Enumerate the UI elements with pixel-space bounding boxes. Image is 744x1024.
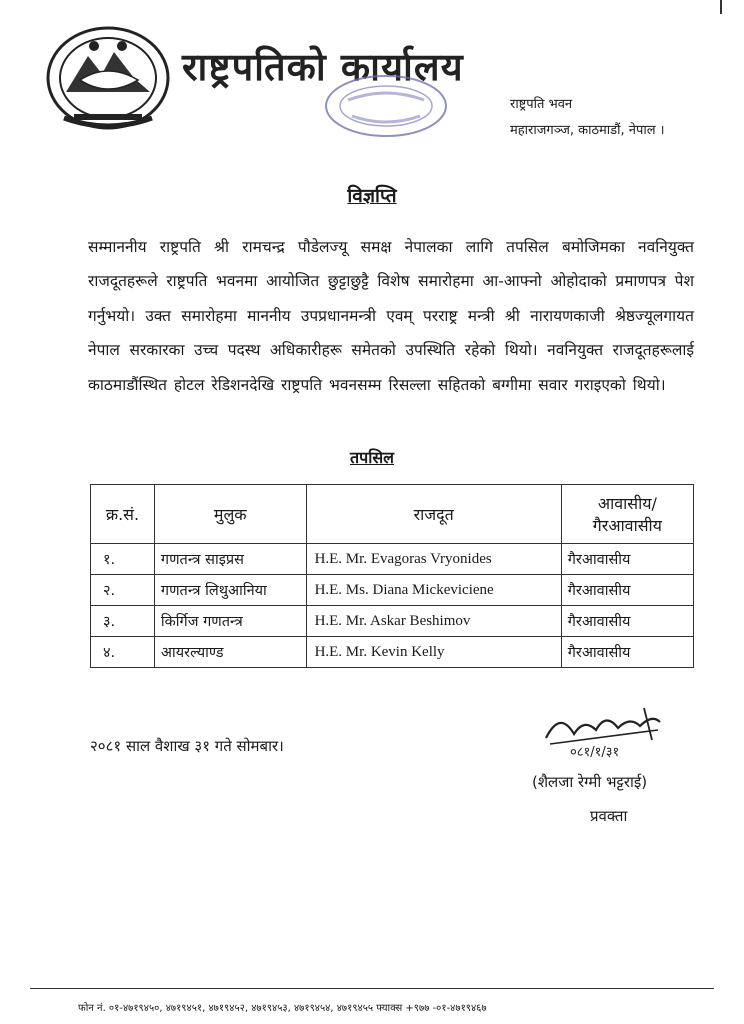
address-line-1: राष्ट्रपति भवन — [510, 97, 573, 112]
nepal-emblem-icon — [44, 22, 172, 134]
table-row — [91, 637, 694, 668]
row-country: गणतन्त्र लिथुआनिया — [154, 575, 306, 606]
ambassador-table — [90, 484, 694, 668]
table-header-row — [91, 485, 694, 544]
header-residency: आवासीय/ गैरआवासीय — [561, 485, 693, 544]
row-residency: गैरआवासीय — [561, 575, 693, 606]
notice-title: विज्ञप्ति — [347, 185, 397, 207]
row-serial: १. — [91, 544, 155, 575]
row-serial: ३. — [91, 606, 155, 637]
row-ambassador: H.E. Mr. Askar Beshimov — [306, 606, 561, 637]
signer-name: (शैलजा रेग्मी भट्टराई) — [532, 773, 648, 791]
table-row — [91, 606, 694, 637]
notice-date: २०८१ साल वैशाख ३१ गते सोमबार। — [90, 737, 284, 755]
row-serial: ४. — [91, 637, 155, 668]
header-serial: क्र.सं. — [91, 485, 155, 544]
row-residency: गैरआवासीय — [561, 544, 693, 575]
footer-contact: फोन नं. ०१-४७१९४५०, ४७१९४५१, ४७१९४५२, ४७१९४५३, ४७१९४५४, ४७१९४५५ फ्याक्स +९७७ -०१-४७१९४६७ — [78, 1003, 487, 1014]
table-row — [91, 544, 694, 575]
signature-icon — [540, 700, 670, 760]
row-country: गणतन्त्र साइप्रस — [154, 544, 306, 575]
row-residency: गैरआवासीय — [561, 606, 693, 637]
page-corner-mark — [720, 0, 736, 14]
schedule-title: तपसिल — [349, 448, 395, 467]
address-line-2: महाराजगञ्ज, काठमाडौं, नेपाल । — [510, 123, 665, 138]
signature-date: ०८१/१/३१ — [570, 745, 620, 760]
row-ambassador: H.E. Mr. Evagoras Vryonides — [306, 544, 561, 575]
row-ambassador: H.E. Ms. Diana Mickeviciene — [306, 575, 561, 606]
table-row — [91, 575, 694, 606]
row-country: किर्गिज गणतन्त्र — [154, 606, 306, 637]
signer-role: प्रवक्ता — [590, 807, 628, 825]
header-ambassador: राजदूत — [306, 485, 561, 544]
office-title: राष्ट्रपतिको कार्यालय — [182, 45, 464, 89]
row-country: आयरल्याण्ड — [154, 637, 306, 668]
row-ambassador: H.E. Mr. Kevin Kelly — [306, 637, 561, 668]
header-country: मुलुक — [154, 485, 306, 544]
row-serial: २. — [91, 575, 155, 606]
notice-body: सम्माननीय राष्ट्रपति श्री रामचन्द्र पौडेलज्यू समक्ष नेपालका लागि तपसिल बमोजिमका नवनियुक्त राजदूतहरूले राष्ट्रपति भवनमा आयोजित छुट्टाछुट्टै विशेष समारोहमा आ-आफ्नो ओहोदाको प्रमाणपत्र पेश गर्नुभयो। उक्त समारोहमा माननीय उपप्रधानमन्त्री एवम् परराष्ट्र मन्त्री श्री नारायणकाजी श्रेष्ठज्यूलगायत नेपाल सरकारका उच्च पदस्थ अधिकारीहरू समेतको उपस्थिति रहेको थियो। नवनियुक्त राजदूतहरूलाई काठमाडौंस्थित होटल रेडिशनदेखि राष्ट्रपति भवनसम्म रिसल्ला सहितको बग्गीमा सवार गराइएको थियो। — [88, 238, 694, 394]
footer-divider — [30, 988, 714, 989]
row-residency: गैरआवासीय — [561, 637, 693, 668]
office-stamp-icon — [322, 72, 450, 140]
